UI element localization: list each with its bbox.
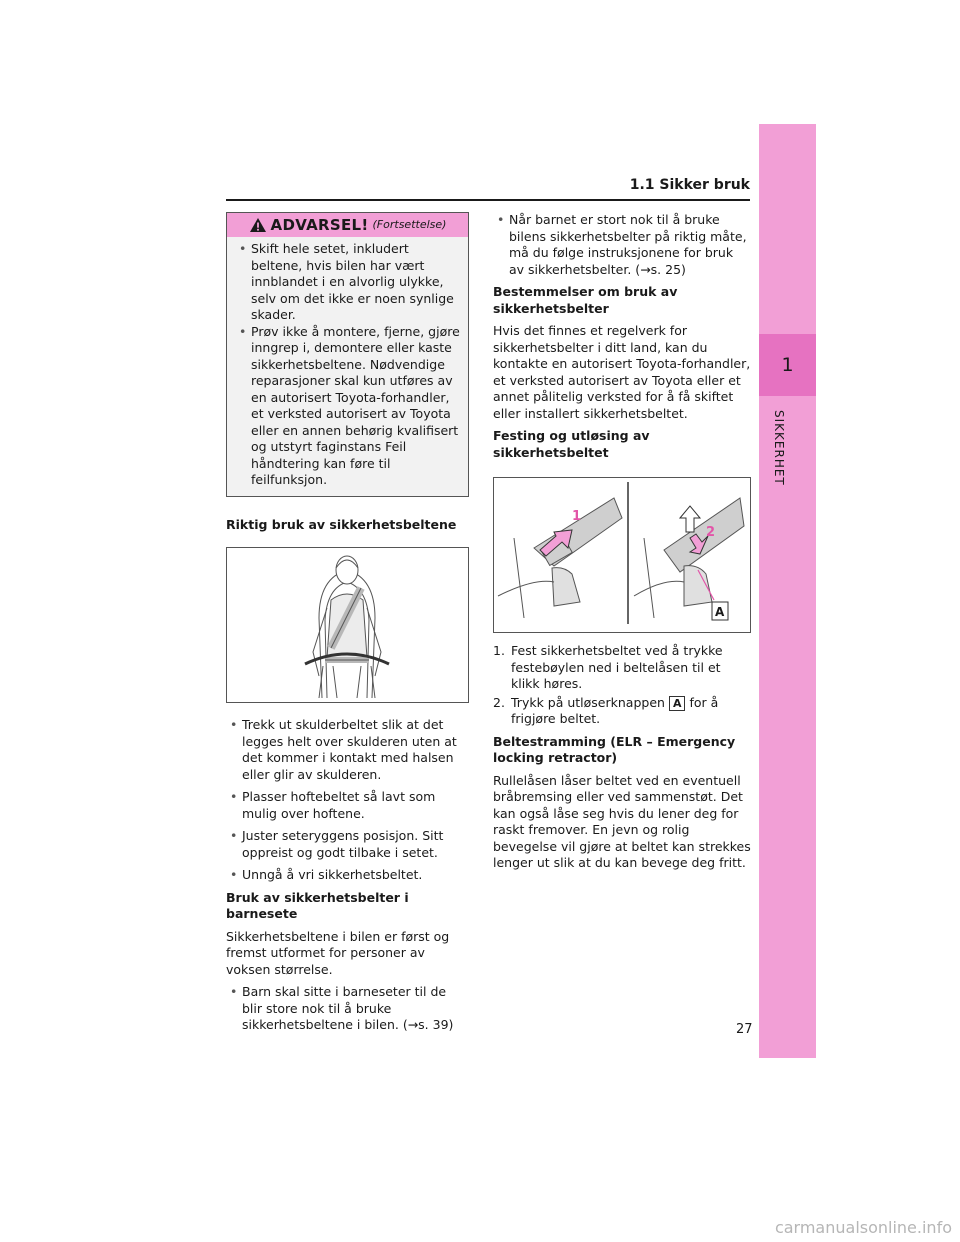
- heading-child-seat: Bruk av sikkerhetsbelter i barnesete: [226, 889, 409, 921]
- paragraph-child-seat: Sikkerhetsbeltene i bilen er først og fremst utformet for personer av voksen størrelse.: [226, 928, 450, 977]
- list-item: • Trekk ut skulderbeltet slik at det legges helt over skulderen uten at det kommer i kontakt med halsen eller glir av skulderen.: [226, 717, 469, 783]
- warning-title: ADVARSEL!: [270, 215, 369, 234]
- figure-label-2: 2: [706, 525, 716, 540]
- heading-fasten-release: Festing og utløsing av sikkerhetsbeltet: [493, 428, 650, 460]
- step-number: 2.: [493, 694, 505, 710]
- watermark: carmanualsonline.info: [774, 1218, 952, 1237]
- figure-seated-person: [226, 547, 469, 703]
- header-rule: [226, 199, 750, 201]
- step-text: Trykk på utløserknappen: [511, 694, 665, 710]
- step-item: [493, 643, 751, 693]
- warning-header: [227, 213, 468, 237]
- figure-buckle: [493, 477, 751, 633]
- chapter-label-text: SIKKERHET: [772, 410, 786, 486]
- release-button-badge: A: [669, 696, 686, 711]
- warning-body: [227, 237, 468, 496]
- page-number: 27: [736, 1022, 753, 1037]
- chapter-label: [772, 410, 802, 520]
- step-number: 1.: [493, 643, 505, 658]
- figure-label-1: 1: [572, 509, 582, 524]
- buckle-illustration: [494, 478, 750, 632]
- paragraph-regulations: Hvis det finnes et regelverk for sikkerhetsbelter i ditt land, kan du kontakte en autorisert Toyota-forhandler, et verksted autorisert av Toyota eller et annet pålitelig verksted for å få skiftet eller installert sikkerhetsbeltet.: [493, 323, 751, 421]
- list-item: • Barn skal sitte i barneseter til de blir store nok til å bruke sikkerhetsbeltene i bilen. (→s. 39): [226, 984, 469, 1034]
- warning-triangle-icon: [249, 217, 267, 233]
- left-column: [226, 212, 469, 1040]
- list-item: • Juster seteryggens posisjon. Sitt oppreist og godt tilbake i setet.: [226, 828, 469, 861]
- figure-label-a: A: [715, 605, 725, 619]
- section-title: 1.1 Sikker bruk: [629, 177, 750, 193]
- step-text: Fest sikkerhetsbeltet ved å trykke festebøylen ned i beltelåsen til et klikk høres.: [511, 643, 723, 691]
- paragraph-elr: Rullelåsen låser beltet ved en eventuell bråbremsing eller ved sammenstøt. Det kan også låse seg hvis du lener deg for raskt fremover. En jevn og rolig bevegelse vil gjøre at beltet kan strekkes lenger ut slik at du kan bevege deg fritt.: [493, 772, 751, 870]
- heading-regulations: Bestemmelser om bruk av sikkerhetsbelter: [493, 284, 678, 316]
- list-item: • Unngå å vri sikkerhetsbeltet.: [226, 867, 469, 884]
- right-column: [493, 212, 751, 878]
- step-text: for å frigjøre beltet.: [511, 694, 719, 726]
- step-item: [493, 695, 751, 728]
- warning-item: • Skift hele setet, inkludert beltene, hvis bilen har vært innblandet i en alvorlig ulykke, selv om det ikke er noen synlige skader.: [235, 241, 460, 324]
- list-item: • Når barnet er stort nok til å bruke bilens sikkerhetsbelter på riktig måte, må du følge instruksjonene for bruk av sikkerhetsbelter. (→s. 25): [493, 212, 751, 278]
- list-item: • Plasser hoftebeltet så lavt som mulig over hoftene.: [226, 789, 469, 822]
- heading-elr: Beltestramming (ELR – Emergency locking retractor): [493, 733, 736, 765]
- chapter-side-tab: [759, 124, 816, 1058]
- warning-box: [226, 212, 469, 497]
- chapter-number: 1: [759, 334, 816, 396]
- warning-subtitle: (Fortsettelse): [372, 217, 447, 231]
- heading-correct-use: Riktig bruk av sikkerhetsbeltene: [226, 516, 457, 532]
- seated-person-illustration: [227, 548, 468, 702]
- warning-item: • Prøv ikke å montere, fjerne, gjøre inngrep i, demontere eller kaste sikkerhetsbeltene. Nødvendige reparasjoner skal kun utføres av en autorisert Toyota-forhandler, et verksted autorisert av Toyota eller en annen behørig kvalifisert og utstyrt faginstans Feil håndtering kan føre til feilfunksjon.: [235, 324, 460, 489]
